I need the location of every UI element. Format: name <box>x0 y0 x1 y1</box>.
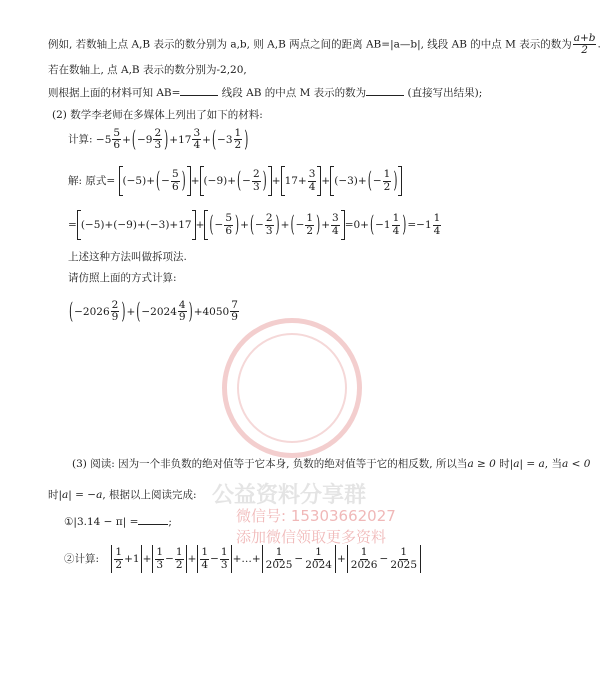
method-note: 上述这种方法叫做拆项法. <box>68 251 187 263</box>
watermark-wechat-id: 微信号: 15303662027 <box>236 507 396 525</box>
solution-line-1: 解: 原式= (−5)+(− $\frac{5}{6}$ ) + (−9)+(− $\frac{2}{3}$ ) + 17+ $\frac{3}{4}$ + (−3)+(− $\frac{1}{2}$ ) <box>68 166 402 196</box>
answer-blank-ab[interactable] <box>180 85 218 96</box>
intro-line-3: 则根据上面的材料可知 AB= 线段 AB 的中点 M 表示的数为 (直接写出结果); <box>48 87 483 99</box>
part3-line-2: 时|a| = −a, 根据以上阅读完成: <box>48 489 197 501</box>
question-2: ②计算: $\frac{1}{2}$ +1 + $\frac{1}{3}$ − $\frac{1}{2}$ + $\frac{1}{4}$ − $\frac{1}{3}$ +…+ $\frac{1}{2025}$ − $\frac{1}{2024}$ + $\frac{1}{2026}$ − $\frac{1}{2025}$ <box>64 545 422 573</box>
question-1: ①|3.14 − π| = ; <box>64 516 172 528</box>
watermark-add-wechat: 添加微信领取更多资料 <box>236 528 387 546</box>
task-expression: (−2026 $\frac{2}{9}$ )+(−2024 $\frac{4}{9}$ )+4050 $\frac{7}{9}$ <box>69 298 238 325</box>
watermark-group-text: 公益资料分享群 <box>212 483 367 508</box>
answer-blank-q1[interactable] <box>138 514 168 525</box>
midpoint-fraction: $\frac{a+b}{2}$ <box>573 32 596 57</box>
solution-line-2: = (−5)+(−9)+(−3)+17 + (− $\frac{5}{6}$ )+(− $\frac{2}{3}$ )+(− $\frac{1}{2}$ )+ $\frac{3}{4}$ =0+(−1 $\frac{1}{4}$ )=−1 $\frac{1}{4}$ <box>68 210 442 240</box>
intro-line-1: 例如, 若数轴上点 A,B 表示的数分别为 a,b, 则 A,B 两点之间的距离 AB=|a—b|, 线段 AB 的中点 M 表示的数为 $\frac{a+b}{2}$ . <box>48 32 601 57</box>
part2-heading: (2) 数学李老师在多媒体上列出了如下的材料: <box>52 109 263 121</box>
calc-line: 计算: −5 $\frac{5}{6}$ +(−9 $\frac{2}{3}$ )+17 $\frac{3}{4}$ +(−3 $\frac{1}{2}$ ) <box>68 126 249 153</box>
intro-line-2: 若在数轴上, 点 A,B 表示的数分别为-2,20, <box>48 64 247 76</box>
task-instruction: 请仿照上面的方式计算: <box>68 272 177 284</box>
answer-blank-midpoint[interactable] <box>366 85 404 96</box>
part3-paragraph: (3) 阅读: 因为一个非负数的绝对值等于它本身, 负数的绝对值等于它的相反数, 所以当a ≥ 0 时|a| = a, 当a < 0 <box>72 458 591 470</box>
seal-watermark <box>222 318 362 458</box>
